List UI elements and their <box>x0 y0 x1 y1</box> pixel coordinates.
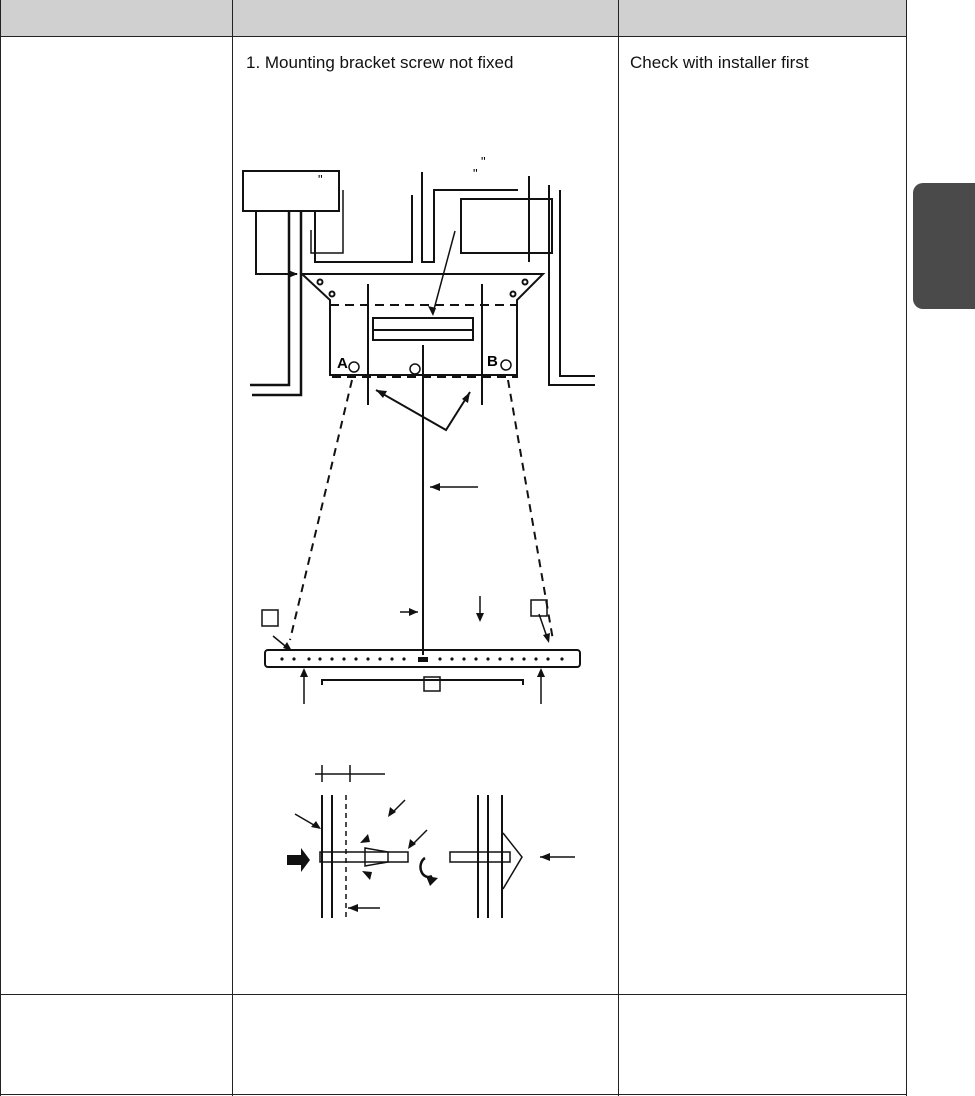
column-divider-2 <box>618 0 619 1096</box>
hole-label-a: A <box>337 355 348 372</box>
cause-text: 1. Mounting bracket screw not fixed <box>246 53 514 72</box>
table-border-bottom <box>0 1094 906 1095</box>
chapter-side-tab <box>913 183 975 309</box>
callout-box-left <box>243 171 339 211</box>
remedy-text: Check with installer first <box>630 53 809 72</box>
mounting-bracket-diagram <box>232 140 618 940</box>
table-border-right <box>906 0 907 1096</box>
hole-label-b: B <box>487 353 498 370</box>
top-mark-1: " <box>481 154 486 169</box>
box-left-mark: " <box>318 172 323 187</box>
callout-box-right <box>461 199 552 253</box>
table-border-left <box>0 0 1 1096</box>
header-bottom-rule <box>0 36 906 37</box>
table-header <box>0 0 906 37</box>
top-mark-2: " <box>473 166 478 181</box>
row-divider <box>0 994 906 995</box>
